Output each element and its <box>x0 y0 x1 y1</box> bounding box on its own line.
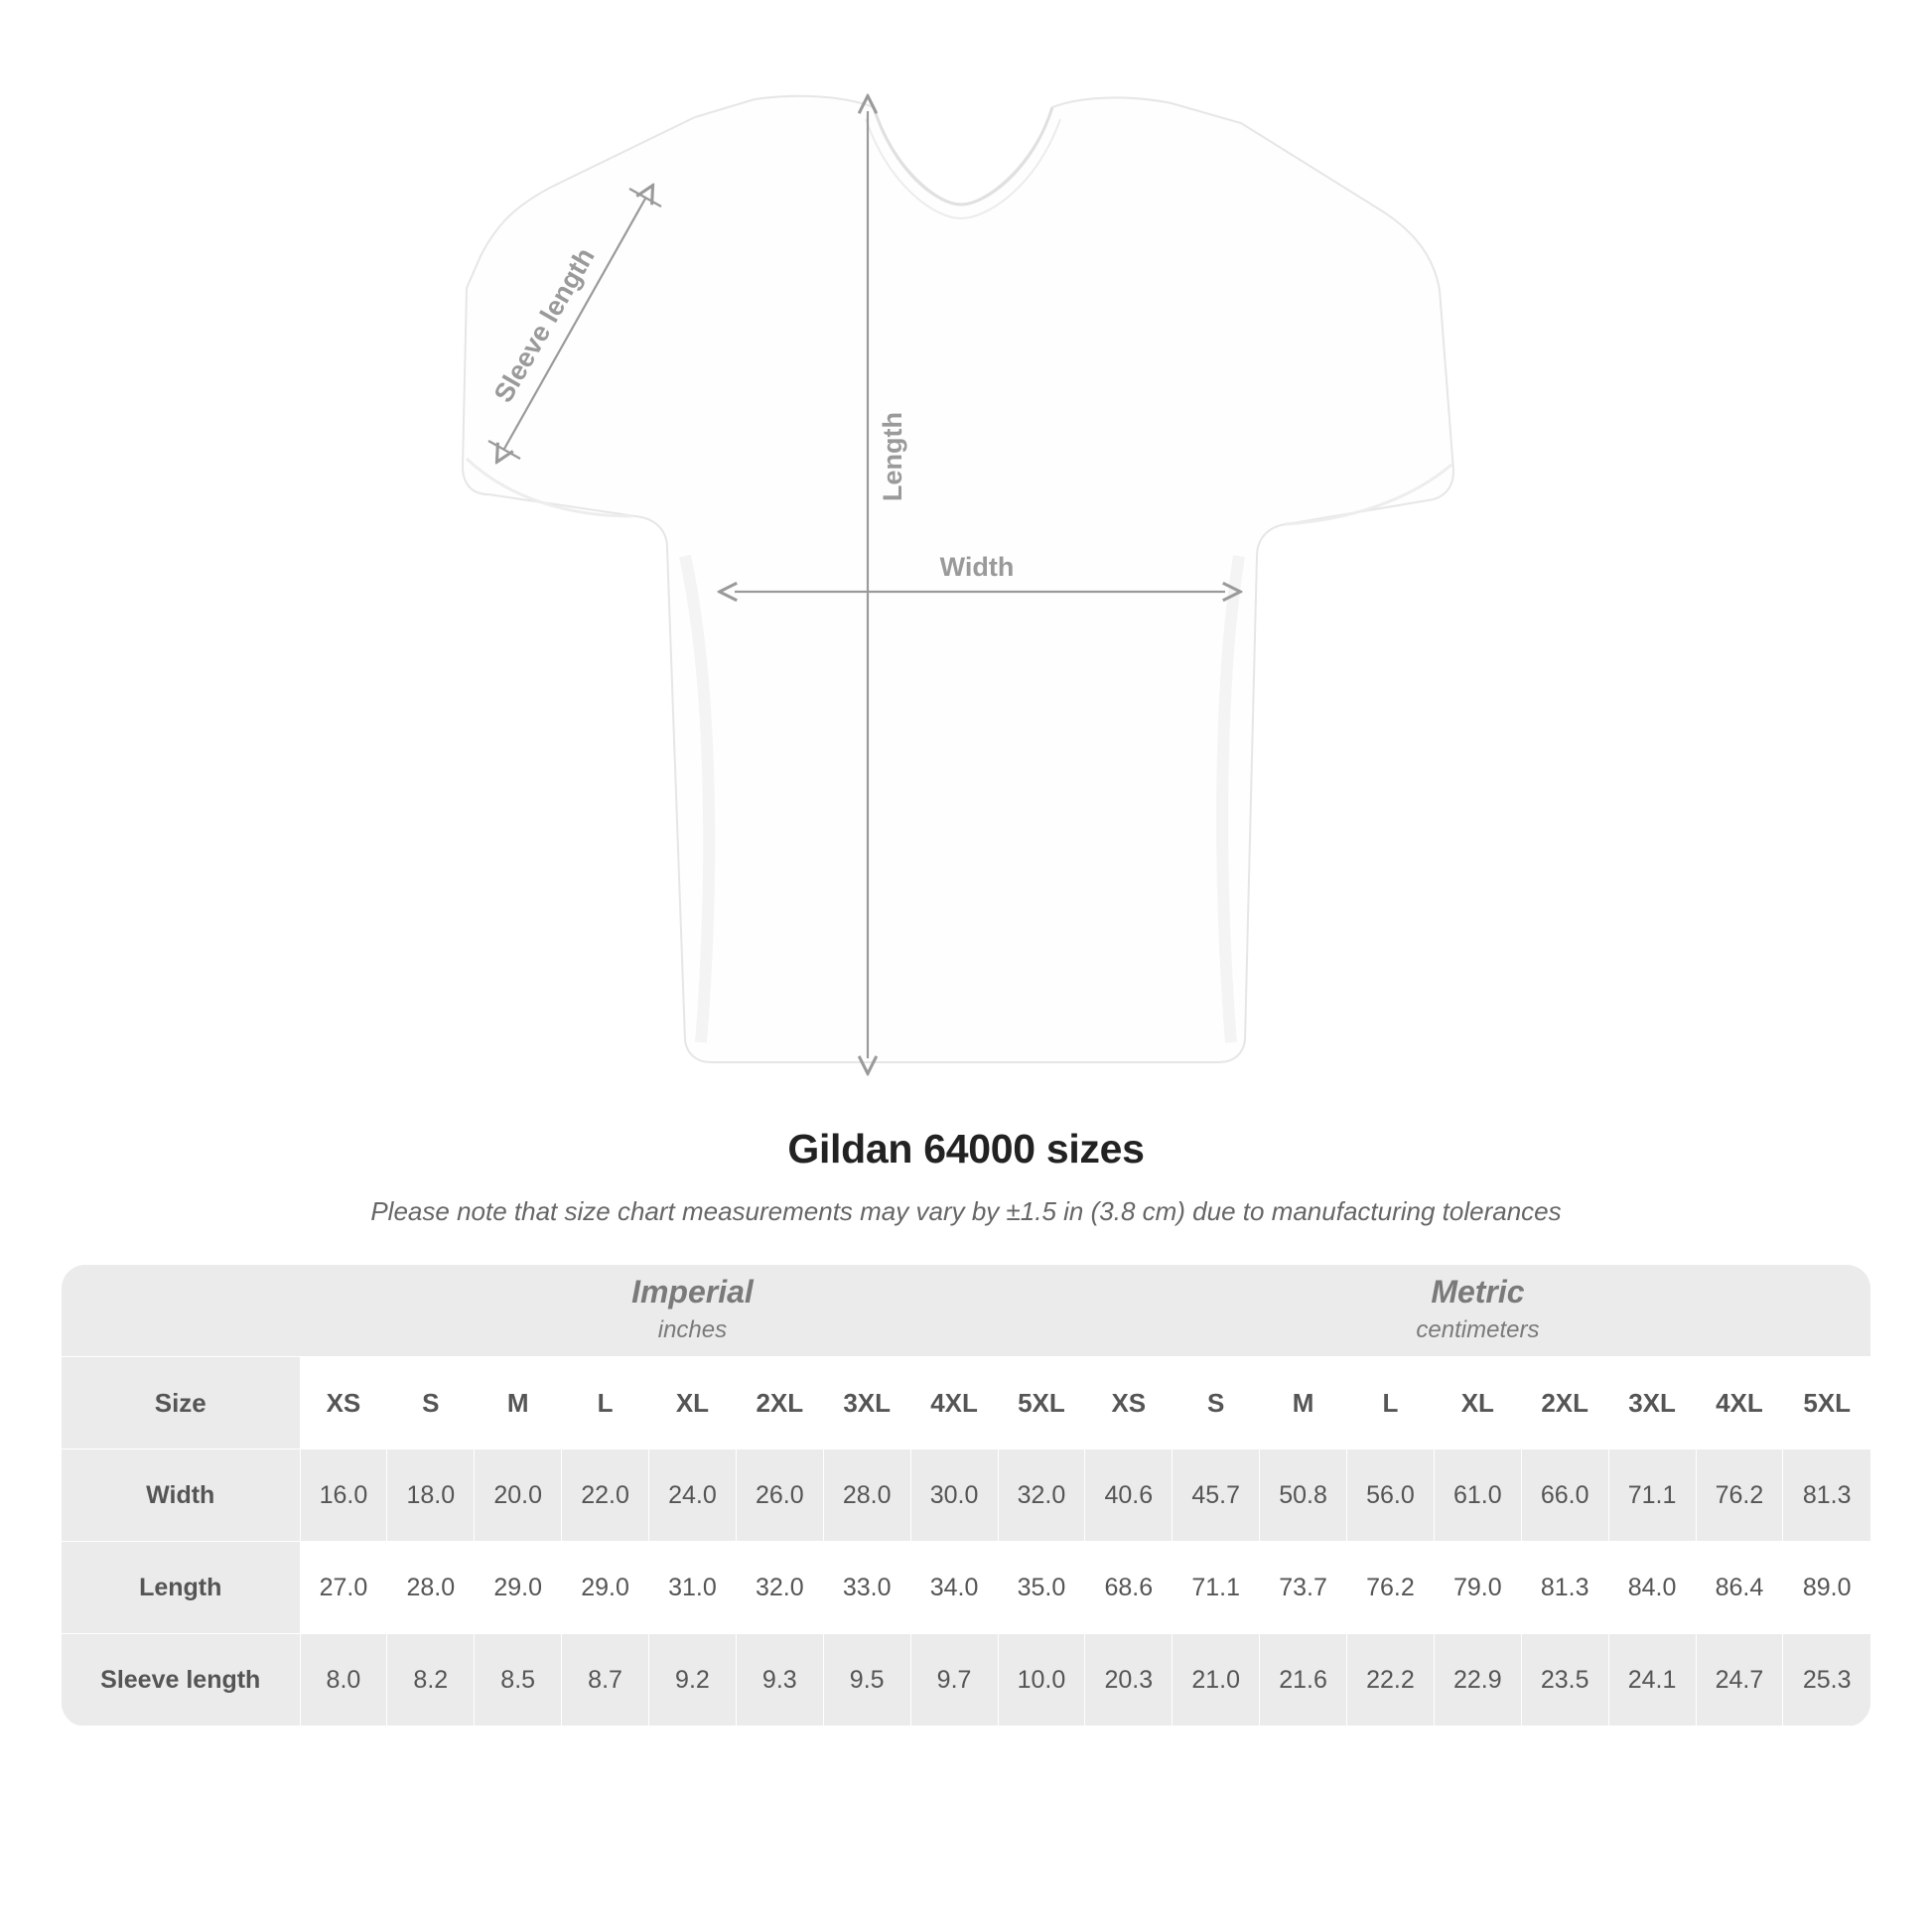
cell-sleeve-metric-2xl: 23.5 <box>1521 1634 1608 1726</box>
table-row-width <box>62 1449 1870 1542</box>
cell-length-imperial-xs: 27.0 <box>300 1542 387 1634</box>
unit-imperial-name: Imperial <box>631 1273 754 1310</box>
cell-sleeve-metric-5xl: 25.3 <box>1783 1634 1870 1726</box>
cell-width-metric-l: 56.0 <box>1347 1449 1435 1542</box>
cell-length-imperial-4xl: 34.0 <box>910 1542 998 1634</box>
size-header-metric-4xl: 4XL <box>1696 1357 1783 1449</box>
cell-width-metric-2xl: 66.0 <box>1521 1449 1608 1542</box>
cell-length-imperial-l: 29.0 <box>562 1542 649 1634</box>
row-label-width: Width <box>62 1449 300 1542</box>
cell-width-imperial-s: 18.0 <box>387 1449 475 1542</box>
unit-group-imperial <box>300 1265 1085 1357</box>
cell-length-metric-3xl: 84.0 <box>1608 1542 1696 1634</box>
cell-sleeve-imperial-xl: 9.2 <box>649 1634 737 1726</box>
size-header-metric-2xl: 2XL <box>1521 1357 1608 1449</box>
cell-width-metric-s: 45.7 <box>1173 1449 1260 1542</box>
cell-length-imperial-5xl: 35.0 <box>998 1542 1085 1634</box>
size-header-metric-s: S <box>1173 1357 1260 1449</box>
cell-width-metric-xs: 40.6 <box>1085 1449 1173 1542</box>
size-table <box>62 1265 1870 1726</box>
size-header-metric-xs: XS <box>1085 1357 1173 1449</box>
cell-width-metric-3xl: 71.1 <box>1608 1449 1696 1542</box>
unit-metric-sub: centimeters <box>1416 1315 1540 1343</box>
cell-sleeve-metric-4xl: 24.7 <box>1696 1634 1783 1726</box>
cell-width-imperial-l: 22.0 <box>562 1449 649 1542</box>
size-header-imperial-4xl: 4XL <box>910 1357 998 1449</box>
cell-sleeve-metric-m: 21.6 <box>1260 1634 1347 1726</box>
cell-length-imperial-2xl: 32.0 <box>736 1542 823 1634</box>
cell-width-imperial-2xl: 26.0 <box>736 1449 823 1542</box>
table-row-length <box>62 1542 1870 1634</box>
chart-subtitle: Please note that size chart measurements may vary by ±1.5 in (3.8 cm) due to manufacturing tolerances <box>370 1196 1562 1226</box>
size-header-imperial-xs: XS <box>300 1357 387 1449</box>
size-header-imperial-l: L <box>562 1357 649 1449</box>
cell-sleeve-imperial-m: 8.5 <box>475 1634 562 1726</box>
cell-width-imperial-xl: 24.0 <box>649 1449 737 1542</box>
cell-length-metric-4xl: 86.4 <box>1696 1542 1783 1634</box>
cell-sleeve-metric-s: 21.0 <box>1173 1634 1260 1726</box>
table-row-sleeve-length <box>62 1634 1870 1726</box>
size-header-imperial-xl: XL <box>649 1357 737 1449</box>
cell-length-imperial-m: 29.0 <box>475 1542 562 1634</box>
row-label-length: Length <box>62 1542 300 1634</box>
width-label: Width <box>939 552 1015 582</box>
cell-width-imperial-m: 20.0 <box>475 1449 562 1542</box>
cell-sleeve-imperial-l: 8.7 <box>562 1634 649 1726</box>
cell-length-metric-s: 71.1 <box>1173 1542 1260 1634</box>
cell-sleeve-imperial-5xl: 10.0 <box>998 1634 1085 1726</box>
unit-corner-cell <box>62 1265 300 1357</box>
cell-width-imperial-3xl: 28.0 <box>823 1449 910 1542</box>
cell-sleeve-imperial-s: 8.2 <box>387 1634 475 1726</box>
cell-width-metric-xl: 61.0 <box>1434 1449 1521 1542</box>
unit-header-row <box>62 1265 1870 1357</box>
cell-width-imperial-xs: 16.0 <box>300 1449 387 1542</box>
size-header-imperial-m: M <box>475 1357 562 1449</box>
cell-length-imperial-3xl: 33.0 <box>823 1542 910 1634</box>
cell-width-metric-4xl: 76.2 <box>1696 1449 1783 1542</box>
size-header-imperial-3xl: 3XL <box>823 1357 910 1449</box>
size-header-imperial-s: S <box>387 1357 475 1449</box>
cell-sleeve-metric-xl: 22.9 <box>1434 1634 1521 1726</box>
chart-title: Gildan 64000 sizes <box>787 1126 1145 1172</box>
cell-width-metric-m: 50.8 <box>1260 1449 1347 1542</box>
unit-imperial-sub: inches <box>657 1315 728 1343</box>
size-header-metric-xl: XL <box>1434 1357 1521 1449</box>
size-table-wrapper <box>62 1265 1870 1726</box>
cell-sleeve-metric-l: 22.2 <box>1347 1634 1435 1726</box>
cell-length-metric-xs: 68.6 <box>1085 1542 1173 1634</box>
cell-length-imperial-xl: 31.0 <box>649 1542 737 1634</box>
cell-length-metric-5xl: 89.0 <box>1783 1542 1870 1634</box>
cell-sleeve-imperial-3xl: 9.5 <box>823 1634 910 1726</box>
cell-length-imperial-s: 28.0 <box>387 1542 475 1634</box>
cell-length-metric-m: 73.7 <box>1260 1542 1347 1634</box>
unit-metric-name: Metric <box>1431 1273 1525 1310</box>
sleeve-length-label: Sleeve length <box>487 242 601 408</box>
cell-sleeve-imperial-2xl: 9.3 <box>736 1634 823 1726</box>
cell-width-imperial-5xl: 32.0 <box>998 1449 1085 1542</box>
size-header-metric-5xl: 5XL <box>1783 1357 1870 1449</box>
unit-group-metric <box>1085 1265 1870 1357</box>
size-header-imperial-5xl: 5XL <box>998 1357 1085 1449</box>
size-header-metric-m: M <box>1260 1357 1347 1449</box>
cell-width-imperial-4xl: 30.0 <box>910 1449 998 1542</box>
size-header-metric-l: L <box>1347 1357 1435 1449</box>
cell-sleeve-metric-xs: 20.3 <box>1085 1634 1173 1726</box>
cell-length-metric-l: 76.2 <box>1347 1542 1435 1634</box>
cell-length-metric-2xl: 81.3 <box>1521 1542 1608 1634</box>
cell-sleeve-imperial-xs: 8.0 <box>300 1634 387 1726</box>
length-label: Length <box>878 412 907 501</box>
cell-length-metric-xl: 79.0 <box>1434 1542 1521 1634</box>
size-header-metric-3xl: 3XL <box>1608 1357 1696 1449</box>
cell-width-metric-5xl: 81.3 <box>1783 1449 1870 1542</box>
cell-sleeve-imperial-4xl: 9.7 <box>910 1634 998 1726</box>
size-header-row <box>62 1357 1870 1449</box>
size-header-label: Size <box>62 1357 300 1449</box>
row-label-sleeve-length: Sleeve length <box>62 1634 300 1726</box>
size-header-imperial-2xl: 2XL <box>736 1357 823 1449</box>
cell-sleeve-metric-3xl: 24.1 <box>1608 1634 1696 1726</box>
